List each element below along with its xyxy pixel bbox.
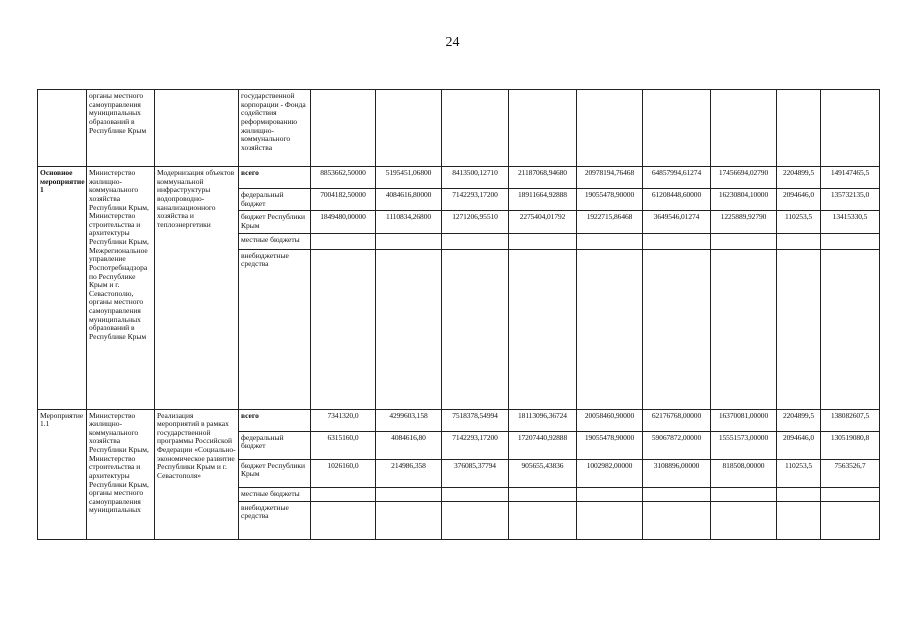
executor-cell: Министерство жилищно-коммунального хозяйства Республики Крым, Министерство строительства и архитектуры Республики Крым, органы местного самоуправления муниципальных: [87, 409, 155, 539]
source-cell: государственной корпорации - Фонда содействия реформированию жилищно-коммунального хозяйства: [239, 90, 311, 167]
executor-cell: Министерство жилищно-коммунального хозяйства Республики Крым, Министерство строительства и архитектуры Республики Крым, Межрегиональное управление Роспотребнадзора по Республике Крым и г. Севастополю, органы местного самоуправления муниципальных образований в Республике Крым: [87, 167, 155, 410]
value-cell: 19055478,90000: [577, 431, 643, 459]
source-cell: всего: [239, 167, 311, 189]
value-cell: [711, 487, 777, 501]
source-cell: федеральный бюджет: [239, 431, 311, 459]
value-cell: 61208448,60000: [643, 189, 711, 211]
source-cell: местные бюджеты: [239, 233, 311, 249]
page-number: 24: [445, 35, 460, 50]
value-cell: 1922715,86468: [577, 211, 643, 233]
value-cell: 110253,5: [777, 459, 821, 487]
source-cell: внебюджетные средства: [239, 249, 311, 409]
value-cell: [311, 90, 376, 167]
value-cell: [577, 90, 643, 167]
value-cell: 17207440,92888: [509, 431, 577, 459]
value-cell: [821, 249, 880, 409]
value-cell: [777, 249, 821, 409]
value-cell: 19055478,90000: [577, 189, 643, 211]
goal-cell: Реализация мероприятий в рамках государственной программы Российской Федерации «Социально-экономическое развитие Республики Крым и г. Севастополя»: [155, 409, 239, 539]
value-cell: [509, 501, 577, 539]
value-cell: [509, 90, 577, 167]
value-cell: 135732135,0: [821, 189, 880, 211]
value-cell: [643, 90, 711, 167]
source-cell: бюджет Республики Крым: [239, 459, 311, 487]
source-cell: бюджет Республики Крым: [239, 211, 311, 233]
value-cell: 16230804,10000: [711, 189, 777, 211]
value-cell: 21187068,94680: [509, 167, 577, 189]
value-cell: 62176768,00000: [643, 409, 711, 431]
value-cell: 1271206,95510: [442, 211, 509, 233]
value-cell: [509, 233, 577, 249]
value-cell: [777, 233, 821, 249]
value-cell: [376, 233, 442, 249]
value-cell: [643, 501, 711, 539]
value-cell: [643, 249, 711, 409]
value-cell: [311, 233, 376, 249]
name-cell: [38, 90, 87, 167]
value-cell: [509, 249, 577, 409]
value-cell: 214986,358: [376, 459, 442, 487]
event-name-cell: Основное мероприятие 1: [38, 167, 87, 410]
value-cell: [711, 90, 777, 167]
value-cell: 7142293,17200: [442, 431, 509, 459]
source-cell: всего: [239, 409, 311, 431]
value-cell: 1002982,00000: [577, 459, 643, 487]
value-cell: 818508,00000: [711, 459, 777, 487]
value-cell: 376085,37794: [442, 459, 509, 487]
value-cell: 3649546,01274: [643, 211, 711, 233]
value-cell: 1225889,92790: [711, 211, 777, 233]
value-cell: [376, 249, 442, 409]
value-cell: 7341320,0: [311, 409, 376, 431]
value-cell: 2275404,01792: [509, 211, 577, 233]
value-cell: 2204899,5: [777, 167, 821, 189]
value-cell: 149147465,5: [821, 167, 880, 189]
value-cell: [821, 487, 880, 501]
value-cell: [577, 487, 643, 501]
value-cell: [311, 249, 376, 409]
value-cell: 110253,5: [777, 211, 821, 233]
value-cell: [442, 90, 509, 167]
source-cell: внебюджетные средства: [239, 501, 311, 539]
value-cell: 16370081,00000: [711, 409, 777, 431]
event-name-cell: Мероприятие 1.1: [38, 409, 87, 539]
value-cell: 17456694,02790: [711, 167, 777, 189]
value-cell: [442, 487, 509, 501]
value-cell: [442, 501, 509, 539]
value-cell: [311, 487, 376, 501]
value-cell: [821, 501, 880, 539]
value-cell: [777, 501, 821, 539]
value-cell: [376, 90, 442, 167]
value-cell: 20058460,90000: [577, 409, 643, 431]
value-cell: 905655,43836: [509, 459, 577, 487]
value-cell: 130519080,8: [821, 431, 880, 459]
value-cell: [821, 90, 880, 167]
value-cell: [643, 233, 711, 249]
value-cell: [509, 487, 577, 501]
executor-cell: органы местного самоуправления муниципальных образований в Республике Крым: [87, 90, 155, 167]
value-cell: 7563526,7: [821, 459, 880, 487]
value-cell: [711, 233, 777, 249]
value-cell: 6315160,0: [311, 431, 376, 459]
value-cell: 138082607,5: [821, 409, 880, 431]
value-cell: [777, 487, 821, 501]
table-row: [38, 409, 880, 431]
goal-cell: Модернизация объектов коммунальной инфраструктуры водопроводно-канализационного хозяйства и теплоэнергетики: [155, 167, 239, 410]
value-cell: [311, 501, 376, 539]
value-cell: 3108896,00000: [643, 459, 711, 487]
value-cell: [821, 233, 880, 249]
value-cell: 15551573,00000: [711, 431, 777, 459]
value-cell: [777, 90, 821, 167]
value-cell: [643, 487, 711, 501]
value-cell: 8413500,12710: [442, 167, 509, 189]
value-cell: [577, 233, 643, 249]
value-cell: 4084616,80000: [376, 189, 442, 211]
source-cell: местные бюджеты: [239, 487, 311, 501]
value-cell: [376, 487, 442, 501]
value-cell: 7142293,17200: [442, 189, 509, 211]
value-cell: [577, 501, 643, 539]
budget-table: [37, 89, 880, 540]
value-cell: 64857994,61274: [643, 167, 711, 189]
value-cell: 1026160,0: [311, 459, 376, 487]
value-cell: 7518378,54994: [442, 409, 509, 431]
value-cell: 1110834,26800: [376, 211, 442, 233]
value-cell: 2204899,5: [777, 409, 821, 431]
value-cell: [376, 501, 442, 539]
source-cell: федеральный бюджет: [239, 189, 311, 211]
value-cell: 2094646,0: [777, 189, 821, 211]
value-cell: [442, 249, 509, 409]
value-cell: 13415330,5: [821, 211, 880, 233]
value-cell: 5195451,06800: [376, 167, 442, 189]
value-cell: 4299603,158: [376, 409, 442, 431]
value-cell: [577, 249, 643, 409]
value-cell: 4084616,80: [376, 431, 442, 459]
value-cell: 1849480,00000: [311, 211, 376, 233]
table-row: [38, 90, 880, 167]
value-cell: 20978194,76468: [577, 167, 643, 189]
value-cell: 7004182,50000: [311, 189, 376, 211]
value-cell: 2094646,0: [777, 431, 821, 459]
value-cell: 18113096,36724: [509, 409, 577, 431]
value-cell: 18911664,92888: [509, 189, 577, 211]
value-cell: 8853662,50000: [311, 167, 376, 189]
value-cell: 59067872,00000: [643, 431, 711, 459]
value-cell: [442, 233, 509, 249]
table-row: [38, 167, 880, 189]
value-cell: [711, 501, 777, 539]
value-cell: [711, 249, 777, 409]
goal-cell: [155, 90, 239, 167]
